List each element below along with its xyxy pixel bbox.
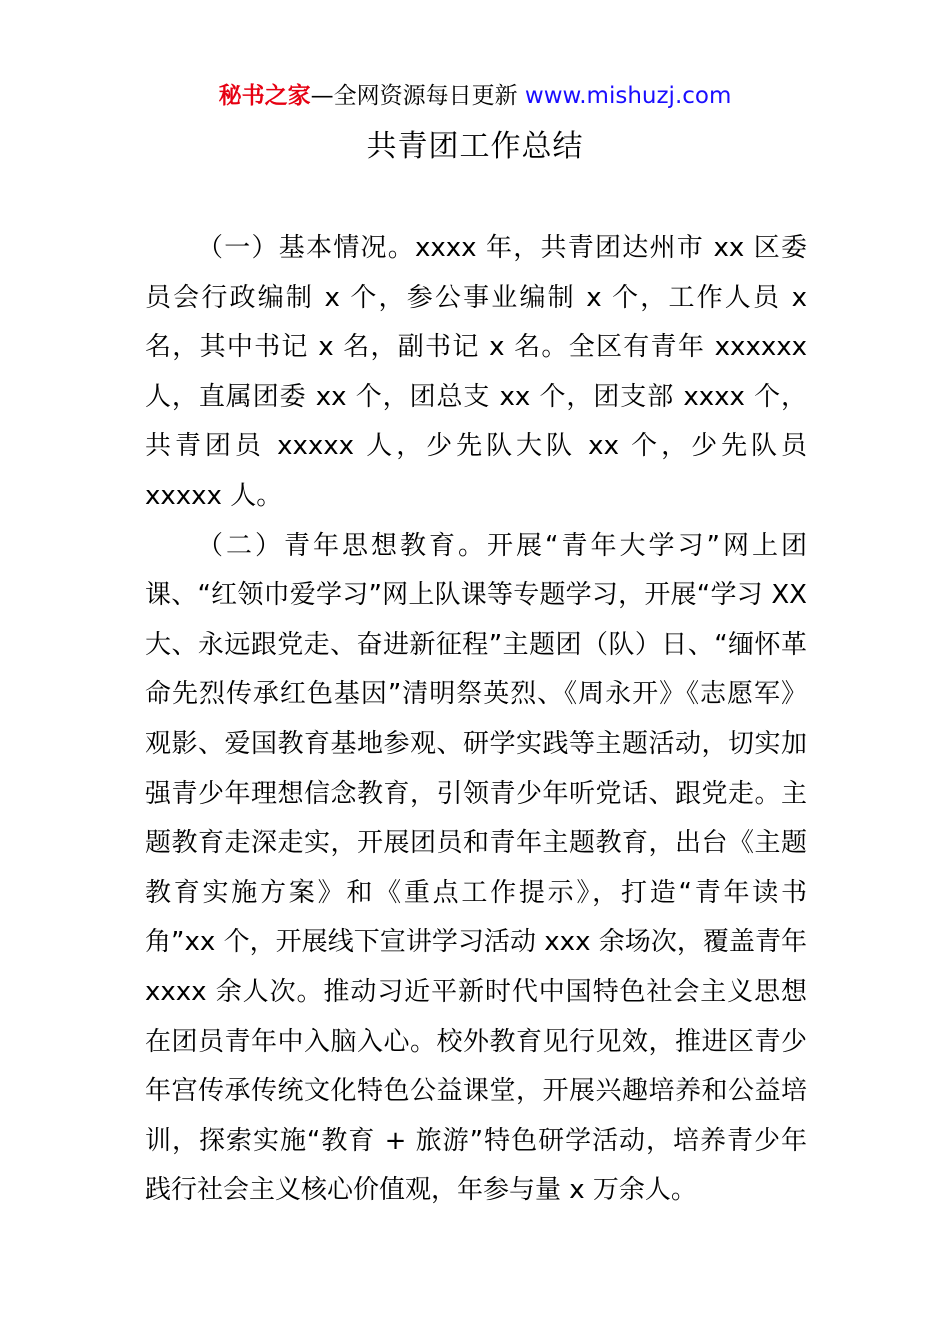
site-header (0, 80, 950, 112)
document-title: 共青团工作总结 (366, 129, 584, 164)
header-tagline: —全网资源每日更新 (310, 83, 518, 109)
paragraph-basic-situation: （一）基本情况。xxxx 年，共青团达州市 xx 区委员会行政编制 x 个，参公事业编制 x 个，工作人员 x 名，其中书记 x 名，副书记 x 名。全区有青年 xxxxxx 人，直属团委 xx 个，团总支 xx 个，团支部 xxxx 个，共青团员 xxxxx 人，少先队大队 xx 个，少先队员 xxxxx 人。 (145, 233, 807, 511)
brand-name: 秘书之家 (218, 83, 311, 109)
paragraph-youth-education: （二）青年思想教育。开展“青年大学习”网上团课、“红领巾爱学习”网上队课等专题学习，开展“学习 XX 大、永远跟党走、奋进新征程”主题团（队）日、“缅怀革命先烈传承红色基因”清明祭英烈、《周永开》《志愿军》观影、爱国教育基地参观、研学实践等主题活动，切实加强青少年理想信念教育，引领青少年听党话、跟党走。主题教育走深走实，开展团员和青年主题教育，出台《主题教育实施方案》和《重点工作提示》，打造“青年读书角”xx 个，开展线下宣讲学习活动 xxx 余场次，覆盖青年 xxxx 余人次。推动习近平新时代中国特色社会主义思想在团员青年中入脑入心。校外教育见行见效，推进区青少年宫传承传统文化特色公益课堂，开展兴趣培养和公益培训，探索实施“教育 + 旅游”特色研学活动，培养青少年践行社会主义核心价值观，年参与量 x 万余人。 (145, 530, 807, 1206)
site-url-link[interactable]: www.mishuzj.com (524, 83, 732, 109)
document-body (145, 224, 807, 1216)
